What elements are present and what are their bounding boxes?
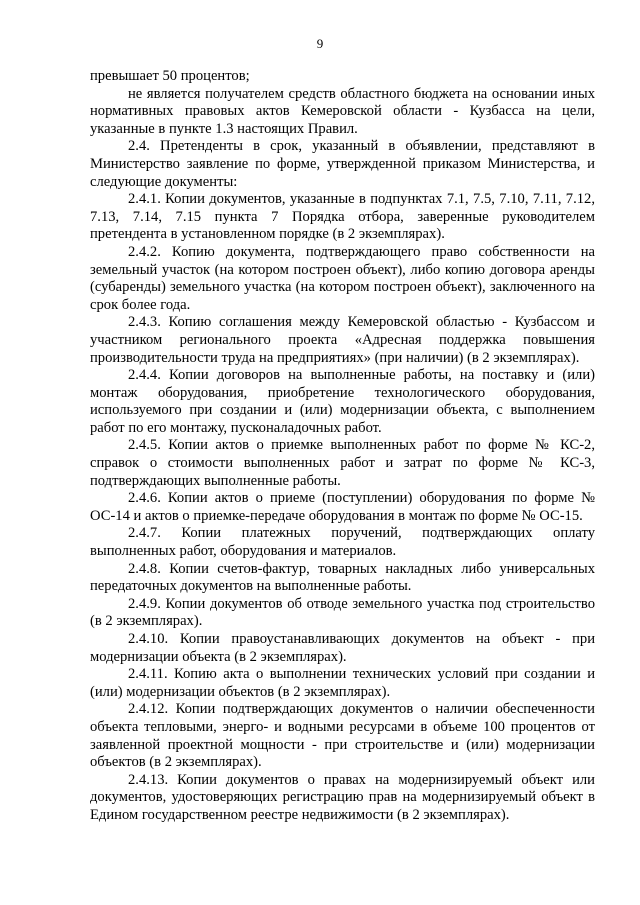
paragraph-2-4-1: 2.4.1. Копии документов, указанные в подпунктах 7.1, 7.5, 7.10, 7.11, 7.12, 7.13, 7.14, 7.15 пункта 7 Порядка отбора, заверенные руководителем претендента в установленном порядке (в 2 экземплярах). [90,191,595,243]
document-body [90,68,595,825]
paragraph-2-4-10: 2.4.10. Копии правоустанавливающих документов на объект - при модернизации объекта (в 2 экземплярах). [90,631,595,665]
paragraph-2-4-11: 2.4.11. Копию акта о выполнении технических условий при создании и (или) модернизации объектов (в 2 экземплярах). [90,666,595,700]
page-number: 9 [316,36,324,51]
paragraph-2-4-7: 2.4.7. Копии платежных поручений, подтверждающих оплату выполненных работ, оборудования и материалов. [90,525,595,560]
paragraph-condition: не является получателем средств областного бюджета на основании иных нормативных правовых актов Кемеровской области - Кузбасса на цели, указанные в пункте 1.3 настоящих Правил. [90,85,595,137]
paragraph-2-4-2: 2.4.2. Копию документа, подтверждающего право собственности на земельный участок (на котором построен объект), либо копию договора аренды (субаренды) земельного участка (на котором построен объект), заключенного на срок более года. [90,243,595,313]
paragraph-2-4: 2.4. Претенденты в срок, указанный в объявлении, представляют в Министерство заявление по форме, утвержденной приказом Министерства, и следующие документы: [90,138,595,190]
paragraph-2-4-13: 2.4.13. Копии документов о правах на модернизируемый объект или документов, удостоверяющих регистрацию прав на модернизируемый объект в Едином государственном реестре недвижимости (в 2 экземплярах). [90,771,595,823]
paragraph-2-4-8: 2.4.8. Копии счетов-фактур, товарных накладных либо универсальных передаточных документов на выполненные работы. [90,560,595,595]
paragraph-2-4-12: 2.4.12. Копии подтверждающих документов о наличии обеспеченности объекта тепловыми, энерго- и водными ресурсами в объеме 100 процентов от заявленной проектной мощности - при строительстве и (или) модернизации объектов (в 2 экземплярах). [90,701,595,771]
paragraph-2-4-3: 2.4.3. Копию соглашения между Кемеровской областью - Кузбассом и участником регионального проекта «Адресная поддержка повышения производительности труда на предприятиях» (при наличии) (в 2 экземплярах). [90,314,595,366]
paragraph-2-4-5: 2.4.5. Копии актов о приемке выполненных работ по форме № КС-2, справок о стоимости выполненных работ и затрат по форме № КС-3, подтверждающих выполненные работы. [90,437,595,489]
paragraph-continuation: превышает 50 процентов; [90,68,250,84]
paragraph-2-4-4: 2.4.4. Копии договоров на выполненные работы, на поставку и (или) монтаж оборудования, приобретение технологического оборудования, используемого при создании и (или) модернизации объекта, с выполнением работ по его монтажу, пусконаладочных работ. [90,367,595,436]
paragraph-2-4-9: 2.4.9. Копии документов об отводе земельного участка под строительство (в 2 экземплярах). [90,595,595,630]
paragraph-2-4-6: 2.4.6. Копии актов о приеме (поступлении) оборудования по форме № ОС-14 и актов о приемке-передаче оборудования в монтаж по форме № ОС-15. [90,490,595,524]
